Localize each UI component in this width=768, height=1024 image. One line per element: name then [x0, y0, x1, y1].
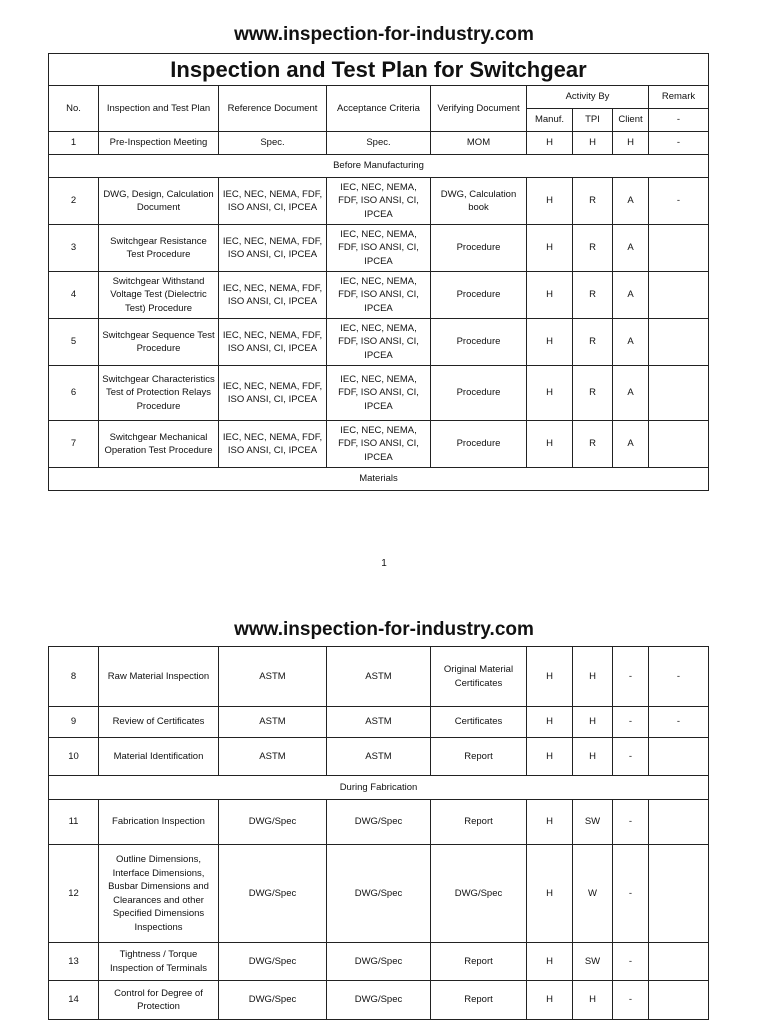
cell-manuf: H: [527, 707, 573, 738]
cell-plan: Outline Dimensions, Interface Dimensions, Busbar Dimensions and Clearances and other Specified Dimensions Inspections: [99, 845, 219, 943]
cell-verifying: Certificates: [431, 707, 527, 738]
cell-acceptance: IEC, NEC, NEMA, FDF, ISO ANSI, CI, IPCEA: [327, 272, 431, 319]
cell-remark: [649, 225, 709, 272]
cell-manuf: H: [527, 272, 573, 319]
cell-remark: [649, 421, 709, 468]
cell-client: -: [613, 943, 649, 981]
cell-remark: [649, 319, 709, 366]
table-row: [49, 366, 709, 421]
website-header: www.inspection-for-industry.com: [234, 24, 534, 45]
cell-tpi: SW: [573, 943, 613, 981]
cell-acceptance: DWG/Spec: [327, 845, 431, 943]
table-row: [49, 647, 709, 707]
cell-client: H: [613, 132, 649, 155]
cell-client: -: [613, 647, 649, 707]
cell-client: A: [613, 225, 649, 272]
table-row: [49, 132, 709, 155]
cell-plan: Review of Certificates: [99, 707, 219, 738]
cell-acceptance: DWG/Spec: [327, 981, 431, 1020]
cell-remark: [649, 800, 709, 845]
cell-remark: [649, 366, 709, 421]
header-no: No.: [49, 86, 99, 132]
cell-acceptance: IEC, NEC, NEMA, FDF, ISO ANSI, CI, IPCEA: [327, 366, 431, 421]
cell-tpi: H: [573, 647, 613, 707]
cell-plan: Switchgear Characteristics Test of Protection Relays Procedure: [99, 366, 219, 421]
cell-acceptance: IEC, NEC, NEMA, FDF, ISO ANSI, CI, IPCEA: [327, 225, 431, 272]
cell-no: 6: [49, 366, 99, 421]
cell-remark: [649, 845, 709, 943]
cell-client: A: [613, 421, 649, 468]
cell-reference: ASTM: [219, 738, 327, 776]
header-plan: Inspection and Test Plan: [99, 86, 219, 132]
cell-no: 1: [49, 132, 99, 155]
cell-acceptance: ASTM: [327, 647, 431, 707]
cell-remark: [649, 738, 709, 776]
cell-verifying: DWG/Spec: [431, 845, 527, 943]
cell-tpi: R: [573, 421, 613, 468]
header-activity-by: Activity By: [527, 86, 649, 109]
cell-remark: -: [649, 647, 709, 707]
cell-tpi: R: [573, 272, 613, 319]
table-row: [49, 421, 709, 468]
cell-reference: IEC, NEC, NEMA, FDF, ISO ANSI, CI, IPCEA: [219, 272, 327, 319]
cell-manuf: H: [527, 225, 573, 272]
cell-no: 13: [49, 943, 99, 981]
header-verifying: Verifying Document: [431, 86, 527, 132]
cell-acceptance: DWG/Spec: [327, 800, 431, 845]
cell-remark: [649, 981, 709, 1020]
cell-reference: IEC, NEC, NEMA, FDF, ISO ANSI, CI, IPCEA: [219, 225, 327, 272]
cell-plan: Switchgear Sequence Test Procedure: [99, 319, 219, 366]
cell-reference: Spec.: [219, 132, 327, 155]
cell-acceptance: ASTM: [327, 707, 431, 738]
cell-reference: IEC, NEC, NEMA, FDF, ISO ANSI, CI, IPCEA: [219, 319, 327, 366]
cell-plan: DWG, Design, Calculation Document: [99, 178, 219, 225]
table-row: [49, 943, 709, 981]
cell-manuf: H: [527, 647, 573, 707]
cell-no: 9: [49, 707, 99, 738]
table-row: [49, 707, 709, 738]
cell-no: 4: [49, 272, 99, 319]
cell-reference: IEC, NEC, NEMA, FDF, ISO ANSI, CI, IPCEA: [219, 421, 327, 468]
cell-verifying: Procedure: [431, 225, 527, 272]
cell-verifying: Original Material Certificates: [431, 647, 527, 707]
cell-plan: Material Identification: [99, 738, 219, 776]
header-tpi: TPI: [573, 109, 613, 132]
cell-reference: ASTM: [219, 707, 327, 738]
itp-table-page2: [48, 646, 709, 1020]
cell-no: 10: [49, 738, 99, 776]
itp-table-page1: [48, 53, 709, 491]
cell-reference: IEC, NEC, NEMA, FDF, ISO ANSI, CI, IPCEA: [219, 366, 327, 421]
cell-client: A: [613, 272, 649, 319]
cell-verifying: MOM: [431, 132, 527, 155]
cell-reference: DWG/Spec: [219, 800, 327, 845]
cell-tpi: R: [573, 225, 613, 272]
cell-no: 2: [49, 178, 99, 225]
header-remark-dash: -: [649, 109, 709, 132]
cell-remark: -: [649, 707, 709, 738]
cell-plan: Switchgear Withstand Voltage Test (Dielectric Test) Procedure: [99, 272, 219, 319]
cell-verifying: Procedure: [431, 319, 527, 366]
cell-remark: -: [649, 178, 709, 225]
table-row: [49, 319, 709, 366]
cell-manuf: H: [527, 178, 573, 225]
cell-reference: DWG/Spec: [219, 943, 327, 981]
cell-plan: Raw Material Inspection: [99, 647, 219, 707]
cell-client: A: [613, 366, 649, 421]
cell-verifying: Procedure: [431, 366, 527, 421]
cell-reference: DWG/Spec: [219, 845, 327, 943]
cell-plan: Pre-Inspection Meeting: [99, 132, 219, 155]
cell-manuf: H: [527, 800, 573, 845]
page-number: 1: [381, 558, 387, 569]
cell-client: -: [613, 845, 649, 943]
header-reference: Reference Document: [219, 86, 327, 132]
cell-acceptance: DWG/Spec: [327, 943, 431, 981]
cell-no: 11: [49, 800, 99, 845]
cell-tpi: R: [573, 178, 613, 225]
cell-client: A: [613, 178, 649, 225]
cell-tpi: H: [573, 132, 613, 155]
table-row: [49, 178, 709, 225]
header-manuf: Manuf.: [527, 109, 573, 132]
cell-plan: Switchgear Resistance Test Procedure: [99, 225, 219, 272]
cell-no: 5: [49, 319, 99, 366]
cell-manuf: H: [527, 845, 573, 943]
cell-no: 12: [49, 845, 99, 943]
cell-reference: IEC, NEC, NEMA, FDF, ISO ANSI, CI, IPCEA: [219, 178, 327, 225]
cell-reference: DWG/Spec: [219, 981, 327, 1020]
cell-tpi: R: [573, 319, 613, 366]
cell-plan: Fabrication Inspection: [99, 800, 219, 845]
cell-client: -: [613, 707, 649, 738]
cell-tpi: H: [573, 981, 613, 1020]
website-header: www.inspection-for-industry.com: [234, 619, 534, 640]
header-acceptance: Acceptance Criteria: [327, 86, 431, 132]
cell-manuf: H: [527, 421, 573, 468]
cell-no: 3: [49, 225, 99, 272]
cell-verifying: Report: [431, 800, 527, 845]
cell-tpi: H: [573, 707, 613, 738]
cell-tpi: H: [573, 738, 613, 776]
section-during-fabrication: During Fabrication: [49, 776, 709, 800]
cell-acceptance: IEC, NEC, NEMA, FDF, ISO ANSI, CI, IPCEA: [327, 178, 431, 225]
cell-plan: Switchgear Mechanical Operation Test Procedure: [99, 421, 219, 468]
cell-manuf: H: [527, 319, 573, 366]
cell-manuf: H: [527, 981, 573, 1020]
cell-tpi: R: [573, 366, 613, 421]
cell-remark: -: [649, 132, 709, 155]
table-row: [49, 738, 709, 776]
cell-no: 14: [49, 981, 99, 1020]
page-title: Inspection and Test Plan for Switchgear: [49, 54, 709, 86]
cell-verifying: Report: [431, 738, 527, 776]
cell-client: -: [613, 981, 649, 1020]
cell-verifying: Procedure: [431, 272, 527, 319]
cell-remark: [649, 272, 709, 319]
cell-plan: Control for Degree of Protection: [99, 981, 219, 1020]
table-row: [49, 845, 709, 943]
cell-no: 7: [49, 421, 99, 468]
cell-client: -: [613, 738, 649, 776]
cell-acceptance: ASTM: [327, 738, 431, 776]
cell-verifying: Procedure: [431, 421, 527, 468]
cell-remark: [649, 943, 709, 981]
cell-manuf: H: [527, 943, 573, 981]
cell-reference: ASTM: [219, 647, 327, 707]
header-client: Client: [613, 109, 649, 132]
cell-verifying: DWG, Calculation book: [431, 178, 527, 225]
cell-tpi: SW: [573, 800, 613, 845]
table-row: [49, 981, 709, 1020]
cell-verifying: Report: [431, 981, 527, 1020]
cell-manuf: H: [527, 738, 573, 776]
cell-tpi: W: [573, 845, 613, 943]
cell-no: 8: [49, 647, 99, 707]
cell-client: A: [613, 319, 649, 366]
cell-plan: Tightness / Torque Inspection of Terminals: [99, 943, 219, 981]
cell-client: -: [613, 800, 649, 845]
cell-manuf: H: [527, 366, 573, 421]
table-row: [49, 800, 709, 845]
cell-acceptance: Spec.: [327, 132, 431, 155]
cell-manuf: H: [527, 132, 573, 155]
header-remark: Remark: [649, 86, 709, 109]
table-row: [49, 272, 709, 319]
section-before-manufacturing: Before Manufacturing: [49, 155, 709, 178]
cell-verifying: Report: [431, 943, 527, 981]
table-row: [49, 225, 709, 272]
cell-acceptance: IEC, NEC, NEMA, FDF, ISO ANSI, CI, IPCEA: [327, 319, 431, 366]
cell-acceptance: IEC, NEC, NEMA, FDF, ISO ANSI, CI, IPCEA: [327, 421, 431, 468]
section-materials: Materials: [49, 468, 709, 491]
